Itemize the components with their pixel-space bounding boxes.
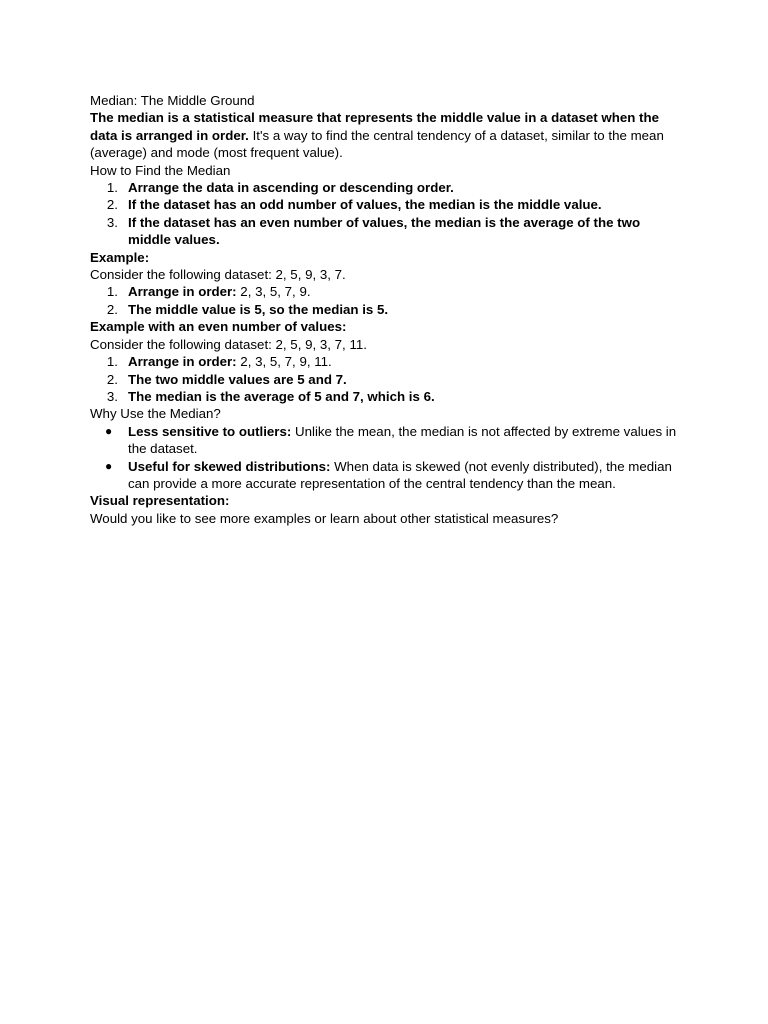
intro-paragraph [90,109,680,161]
bullet-bold-text: Less sensitive to outliers: [128,423,292,439]
list-item [90,196,680,213]
bullet-icon: ● [105,458,113,473]
step-text: If the dataset has an odd number of values, the median is the middle value. [128,197,602,213]
list-item [90,388,680,405]
bullet-rest-text: Unlike the mean, the median is not affected by extreme values in the dataset. [128,423,677,457]
list-item [90,301,680,318]
list-number: 2. [106,197,118,213]
example-heading: Example: [90,249,150,265]
list-number: 2. [106,371,118,387]
list-number: 3. [106,388,118,404]
bullet-icon: ● [105,423,113,438]
list-item [90,423,680,458]
list-item [90,353,680,370]
list-number: 1. [106,354,118,370]
intro-bold-text: The median is a statistical measure that represents the middle value in a dataset when the data is arranged in order. [90,110,660,143]
list-item [90,458,680,493]
step-rest-text: 2, 3, 5, 7, 9. [236,284,311,300]
list-item [90,283,680,300]
bullet-bold-text: Useful for skewed distributions: [128,458,331,474]
step-text: If the dataset has an even number of values, the median is the average of the two middle values. [128,214,641,248]
step-bold-text: Arrange in order: [128,284,237,300]
even-example-intro: Consider the following dataset: 2, 5, 9, 3, 7, 11. [90,336,367,352]
step-text: Arrange the data in ascending or descending order. [128,180,454,196]
step-bold-text: The median is the average of 5 and 7, which is 6. [128,388,435,404]
example-steps-list [90,283,680,318]
why-bullet-list [90,423,680,493]
example-intro: Consider the following dataset: 2, 5, 9, 3, 7. [90,267,346,283]
document-page [90,92,680,527]
list-number: 2. [106,301,118,317]
list-number: 3. [106,214,118,230]
step-bold-text: Arrange in order: [128,354,237,370]
list-number: 1. [106,284,118,300]
why-heading: Why Use the Median? [90,406,221,422]
bullet-rest-text: When data is skewed (not evenly distributed), the median can provide a more accurate representation of the central tendency than the mean. [128,458,672,491]
document-title: Median: The Middle Ground [90,93,255,108]
list-number: 1. [106,180,118,196]
list-item [90,371,680,388]
how-to-steps-list [90,179,680,249]
step-bold-text: The middle value is 5, so the median is 5. [128,301,389,317]
even-example-heading: Example with an even number of values: [90,319,347,335]
intro-rest-text: It's a way to find the central tendency of a dataset, similar to the mean (average) and mode (most frequent value). [90,127,664,161]
even-example-steps-list [90,353,680,405]
step-bold-text: The two middle values are 5 and 7. [128,371,347,387]
step-rest-text: 2, 3, 5, 7, 9, 11. [236,354,332,370]
visual-heading: Visual representation: [90,493,230,509]
list-item [90,179,680,196]
how-to-heading: How to Find the Median [90,162,231,178]
list-item [90,214,680,249]
closing-paragraph: Would you like to see more examples or learn about other statistical measures? [90,510,559,526]
